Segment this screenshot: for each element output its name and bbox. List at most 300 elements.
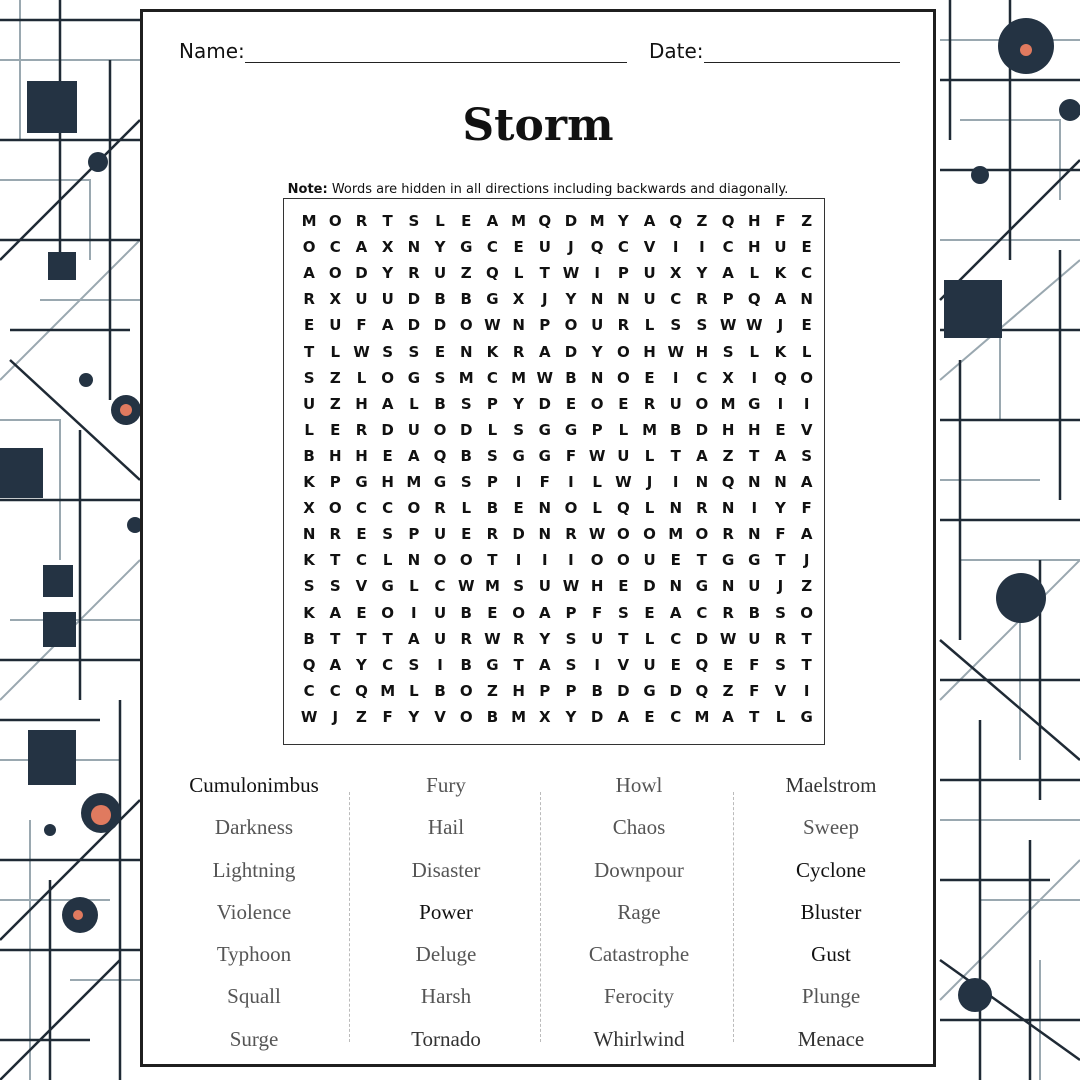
grid-letter[interactable]: Q bbox=[747, 290, 761, 309]
grid-letter[interactable]: P bbox=[539, 316, 551, 335]
grid-letter[interactable]: E bbox=[644, 368, 655, 387]
grid-letter[interactable]: G bbox=[800, 707, 813, 726]
grid-letter[interactable]: N bbox=[407, 551, 421, 570]
grid-letter[interactable]: S bbox=[460, 473, 472, 491]
grid-letter[interactable]: E bbox=[513, 499, 524, 518]
grid-letter[interactable]: D bbox=[617, 681, 630, 700]
grid-letter[interactable]: N bbox=[669, 577, 682, 596]
grid-letter[interactable]: K bbox=[303, 551, 315, 570]
grid-letter[interactable]: E bbox=[434, 342, 446, 361]
grid-letter[interactable]: M bbox=[511, 707, 527, 726]
grid-letter[interactable]: R bbox=[460, 629, 472, 648]
grid-letter[interactable]: R bbox=[355, 212, 368, 230]
grid-letter[interactable]: U bbox=[643, 551, 656, 570]
grid-letter[interactable]: C bbox=[355, 499, 367, 518]
grid-letter[interactable]: B bbox=[460, 446, 472, 465]
grid-letter[interactable]: D bbox=[643, 577, 656, 596]
grid-letter[interactable]: W bbox=[300, 707, 318, 726]
grid-letter[interactable]: O bbox=[564, 499, 578, 518]
grid-letter[interactable]: C bbox=[670, 707, 682, 726]
grid-letter[interactable]: U bbox=[433, 264, 447, 283]
grid-letter[interactable]: S bbox=[382, 342, 394, 361]
grid-letter[interactable]: C bbox=[382, 655, 394, 674]
grid-letter[interactable]: I bbox=[803, 681, 810, 700]
grid-letter[interactable]: R bbox=[696, 499, 708, 518]
grid-letter[interactable]: X bbox=[303, 499, 315, 518]
grid-letter[interactable]: X bbox=[329, 290, 342, 309]
grid-letter[interactable]: A bbox=[722, 264, 734, 283]
grid-letter[interactable]: Q bbox=[590, 238, 604, 257]
grid-letter[interactable]: A bbox=[774, 290, 787, 309]
grid-letter[interactable]: W bbox=[746, 316, 763, 335]
grid-letter[interactable]: S bbox=[670, 316, 682, 335]
grid-letter[interactable]: P bbox=[486, 394, 498, 413]
grid-letter[interactable]: C bbox=[329, 681, 341, 700]
grid-letter[interactable]: I bbox=[437, 655, 443, 674]
grid-letter[interactable]: S bbox=[408, 655, 420, 674]
grid-letter[interactable]: G bbox=[460, 238, 473, 257]
grid-letter[interactable]: U bbox=[643, 290, 656, 309]
grid-letter[interactable]: H bbox=[355, 446, 368, 465]
grid-letter[interactable]: P bbox=[722, 290, 734, 309]
grid-letter[interactable]: C bbox=[434, 577, 446, 596]
grid-letter[interactable]: G bbox=[381, 577, 394, 596]
grid-letter[interactable]: H bbox=[355, 394, 368, 413]
grid-letter[interactable]: Z bbox=[486, 681, 498, 700]
grid-letter[interactable]: O bbox=[328, 499, 342, 518]
grid-letter[interactable]: L bbox=[409, 681, 419, 700]
grid-letter[interactable]: N bbox=[800, 290, 813, 309]
grid-letter[interactable]: B bbox=[460, 655, 472, 674]
grid-letter[interactable]: O bbox=[616, 551, 630, 570]
grid-letter[interactable]: I bbox=[777, 394, 784, 413]
grid-letter[interactable]: S bbox=[696, 316, 708, 335]
grid-letter[interactable]: N bbox=[590, 368, 604, 387]
grid-letter[interactable]: C bbox=[722, 238, 734, 257]
grid-letter[interactable]: K bbox=[303, 603, 315, 622]
grid-letter[interactable]: N bbox=[590, 290, 604, 309]
grid-letter[interactable]: G bbox=[433, 473, 447, 491]
grid-letter[interactable]: Y bbox=[775, 499, 786, 518]
grid-letter[interactable]: O bbox=[328, 212, 342, 230]
grid-letter[interactable]: G bbox=[355, 473, 368, 491]
grid-letter[interactable]: T bbox=[382, 212, 393, 230]
grid-letter[interactable]: H bbox=[748, 420, 761, 439]
grid-letter[interactable]: E bbox=[356, 603, 367, 622]
grid-letter[interactable]: B bbox=[303, 629, 315, 648]
grid-letter[interactable]: A bbox=[800, 525, 813, 544]
grid-letter[interactable]: O bbox=[695, 394, 709, 413]
grid-letter[interactable]: I bbox=[568, 473, 574, 491]
grid-letter[interactable]: A bbox=[800, 473, 813, 491]
grid-letter[interactable]: L bbox=[487, 420, 498, 439]
grid-letter[interactable]: G bbox=[538, 420, 551, 439]
grid-letter[interactable]: S bbox=[408, 212, 420, 230]
grid-letter[interactable]: E bbox=[618, 394, 629, 413]
grid-letter[interactable]: T bbox=[382, 629, 393, 648]
grid-letter[interactable]: X bbox=[512, 290, 525, 309]
grid-letter[interactable]: S bbox=[565, 629, 577, 648]
grid-letter[interactable]: R bbox=[696, 290, 708, 309]
grid-letter[interactable]: Y bbox=[565, 707, 577, 726]
grid-letter[interactable]: M bbox=[668, 525, 684, 544]
grid-letter[interactable]: Y bbox=[565, 290, 577, 309]
grid-letter[interactable]: R bbox=[408, 264, 420, 283]
grid-letter[interactable]: M bbox=[589, 212, 605, 230]
grid-letter[interactable]: U bbox=[774, 238, 787, 257]
grid-letter[interactable]: U bbox=[433, 603, 447, 622]
grid-letter[interactable]: Q bbox=[695, 681, 709, 700]
grid-letter[interactable]: T bbox=[696, 551, 708, 570]
grid-letter[interactable]: L bbox=[382, 551, 393, 570]
grid-letter[interactable]: A bbox=[486, 212, 499, 230]
grid-letter[interactable]: K bbox=[303, 473, 315, 491]
grid-letter[interactable]: H bbox=[721, 420, 735, 439]
grid-letter[interactable]: O bbox=[800, 368, 814, 387]
grid-letter[interactable]: A bbox=[329, 603, 342, 622]
grid-letter[interactable]: N bbox=[721, 499, 735, 518]
grid-letter[interactable]: L bbox=[435, 212, 445, 230]
grid-letter[interactable]: Y bbox=[382, 264, 394, 283]
grid-letter[interactable]: R bbox=[643, 394, 656, 413]
grid-letter[interactable]: L bbox=[461, 499, 471, 518]
grid-letter[interactable]: Y bbox=[591, 342, 603, 361]
grid-letter[interactable]: S bbox=[722, 342, 734, 361]
grid-letter[interactable]: U bbox=[643, 655, 656, 674]
grid-letter[interactable]: Y bbox=[513, 394, 525, 413]
grid-letter[interactable]: B bbox=[434, 394, 446, 413]
grid-letter[interactable]: E bbox=[513, 238, 524, 257]
grid-letter[interactable]: S bbox=[801, 446, 813, 465]
grid-letter[interactable]: P bbox=[591, 420, 603, 439]
grid-letter[interactable]: B bbox=[434, 681, 446, 700]
grid-letter[interactable]: Q bbox=[669, 212, 683, 230]
grid-letter[interactable]: H bbox=[381, 473, 394, 491]
grid-letter[interactable]: D bbox=[459, 420, 473, 439]
grid-letter[interactable]: L bbox=[644, 446, 655, 465]
grid-letter[interactable]: Q bbox=[721, 473, 735, 491]
grid-letter[interactable]: A bbox=[355, 238, 368, 257]
grid-letter[interactable]: B bbox=[486, 707, 499, 726]
grid-letter[interactable]: D bbox=[381, 420, 394, 439]
grid-letter[interactable]: F bbox=[592, 603, 603, 622]
grid-letter[interactable]: V bbox=[355, 577, 368, 596]
grid-letter[interactable]: M bbox=[380, 681, 396, 700]
grid-letter[interactable]: L bbox=[644, 499, 655, 518]
grid-letter[interactable]: S bbox=[460, 394, 472, 413]
grid-letter[interactable]: P bbox=[565, 603, 577, 622]
grid-letter[interactable]: H bbox=[590, 577, 604, 596]
grid-letter[interactable]: K bbox=[486, 342, 499, 361]
grid-letter[interactable]: C bbox=[696, 368, 708, 387]
grid-letter[interactable]: C bbox=[486, 368, 498, 387]
grid-letter[interactable]: W bbox=[719, 316, 737, 335]
grid-letter[interactable]: Q bbox=[433, 446, 447, 465]
grid-letter[interactable]: P bbox=[539, 681, 551, 700]
grid-letter[interactable]: Z bbox=[722, 681, 734, 700]
grid-letter[interactable]: S bbox=[775, 603, 786, 622]
grid-letter[interactable]: Y bbox=[539, 629, 551, 648]
grid-letter[interactable]: V bbox=[643, 238, 656, 257]
grid-letter[interactable]: H bbox=[748, 212, 761, 230]
grid-letter[interactable]: U bbox=[329, 316, 342, 335]
grid-letter[interactable]: X bbox=[381, 238, 394, 257]
grid-letter[interactable]: T bbox=[670, 446, 681, 465]
grid-letter[interactable]: D bbox=[590, 707, 604, 726]
grid-letter[interactable]: O bbox=[459, 707, 473, 726]
name-blank[interactable] bbox=[245, 42, 627, 63]
grid-letter[interactable]: F bbox=[382, 707, 393, 726]
grid-letter[interactable]: N bbox=[721, 577, 735, 596]
grid-letter[interactable]: C bbox=[355, 551, 367, 570]
grid-letter[interactable]: O bbox=[590, 394, 604, 413]
grid-letter[interactable]: E bbox=[775, 420, 786, 439]
grid-letter[interactable]: U bbox=[643, 264, 656, 283]
grid-letter[interactable]: O bbox=[459, 681, 473, 700]
grid-letter[interactable]: V bbox=[434, 707, 446, 726]
grid-letter[interactable]: R bbox=[434, 499, 446, 518]
grid-letter[interactable]: W bbox=[719, 629, 737, 648]
grid-letter[interactable]: M bbox=[511, 212, 527, 230]
grid-letter[interactable]: E bbox=[461, 212, 472, 230]
grid-letter[interactable]: A bbox=[538, 342, 551, 361]
grid-letter[interactable]: R bbox=[303, 290, 315, 309]
grid-letter[interactable]: D bbox=[538, 394, 551, 413]
grid-letter[interactable]: E bbox=[722, 655, 734, 674]
grid-letter[interactable]: I bbox=[751, 368, 758, 387]
grid-letter[interactable]: M bbox=[511, 368, 527, 387]
grid-letter[interactable]: N bbox=[748, 473, 761, 491]
grid-letter[interactable]: W bbox=[667, 342, 684, 361]
grid-letter[interactable]: R bbox=[774, 629, 787, 648]
grid-letter[interactable]: K bbox=[774, 264, 787, 283]
grid-letter[interactable]: I bbox=[672, 368, 679, 387]
grid-letter[interactable]: Z bbox=[329, 394, 341, 413]
grid-letter[interactable]: N bbox=[774, 473, 787, 491]
grid-letter[interactable]: I bbox=[515, 551, 522, 570]
grid-letter[interactable]: W bbox=[588, 525, 606, 544]
grid-letter[interactable]: D bbox=[564, 342, 578, 361]
grid-letter[interactable]: I bbox=[594, 655, 600, 674]
grid-letter[interactable]: V bbox=[800, 420, 813, 439]
grid-letter[interactable]: A bbox=[381, 316, 394, 335]
grid-letter[interactable]: E bbox=[618, 577, 629, 596]
grid-letter[interactable]: G bbox=[407, 368, 420, 387]
grid-letter[interactable]: G bbox=[486, 290, 499, 309]
grid-letter[interactable]: T bbox=[801, 629, 812, 648]
grid-letter[interactable]: F bbox=[801, 499, 812, 518]
grid-letter[interactable]: G bbox=[538, 446, 551, 465]
grid-letter[interactable]: J bbox=[803, 551, 810, 570]
grid-letter[interactable]: M bbox=[458, 368, 474, 387]
grid-letter[interactable]: L bbox=[592, 499, 602, 518]
grid-letter[interactable]: Q bbox=[774, 368, 787, 387]
grid-letter[interactable]: L bbox=[513, 264, 524, 283]
grid-letter[interactable]: T bbox=[749, 707, 760, 726]
grid-letter[interactable]: N bbox=[538, 499, 552, 518]
grid-letter[interactable]: A bbox=[538, 603, 551, 622]
grid-letter[interactable]: B bbox=[460, 603, 472, 622]
grid-letter[interactable]: R bbox=[329, 525, 342, 544]
grid-letter[interactable]: Q bbox=[355, 681, 368, 700]
grid-letter[interactable]: X bbox=[722, 368, 734, 387]
grid-letter[interactable]: W bbox=[562, 577, 580, 596]
grid-letter[interactable]: W bbox=[562, 264, 580, 283]
grid-letter[interactable]: Y bbox=[356, 655, 367, 674]
grid-letter[interactable]: H bbox=[329, 446, 342, 465]
grid-letter[interactable]: U bbox=[407, 420, 420, 439]
grid-letter[interactable]: E bbox=[330, 420, 341, 439]
grid-letter[interactable]: O bbox=[512, 603, 525, 622]
grid-letter[interactable]: J bbox=[332, 707, 339, 726]
grid-letter[interactable]: U bbox=[433, 629, 447, 648]
grid-letter[interactable]: C bbox=[801, 264, 813, 283]
grid-letter[interactable]: Z bbox=[722, 446, 734, 465]
grid-letter[interactable]: Z bbox=[696, 212, 708, 230]
grid-letter[interactable]: U bbox=[355, 290, 368, 309]
grid-letter[interactable]: L bbox=[618, 420, 629, 439]
grid-letter[interactable]: G bbox=[643, 681, 656, 700]
grid-letter[interactable]: Z bbox=[329, 368, 341, 387]
grid-letter[interactable]: S bbox=[434, 368, 446, 387]
grid-letter[interactable]: W bbox=[536, 368, 554, 387]
grid-letter[interactable]: N bbox=[459, 342, 473, 361]
grid-letter[interactable]: I bbox=[541, 551, 548, 570]
grid-letter[interactable]: R bbox=[722, 603, 734, 622]
grid-letter[interactable]: E bbox=[303, 316, 315, 335]
grid-letter[interactable]: B bbox=[486, 499, 499, 518]
grid-letter[interactable]: R bbox=[512, 629, 525, 648]
grid-letter[interactable]: N bbox=[617, 290, 630, 309]
grid-letter[interactable]: E bbox=[644, 707, 655, 726]
grid-letter[interactable]: T bbox=[775, 551, 786, 570]
grid-letter[interactable]: I bbox=[411, 603, 417, 622]
grid-letter[interactable]: E bbox=[670, 551, 681, 570]
grid-letter[interactable]: W bbox=[615, 473, 632, 491]
grid-letter[interactable]: A bbox=[774, 446, 787, 465]
grid-letter[interactable]: T bbox=[749, 446, 760, 465]
grid-letter[interactable]: B bbox=[591, 681, 603, 700]
grid-letter[interactable]: O bbox=[381, 603, 395, 622]
grid-letter[interactable]: J bbox=[777, 577, 784, 596]
grid-letter[interactable]: C bbox=[670, 290, 682, 309]
grid-letter[interactable]: U bbox=[538, 238, 551, 257]
grid-letter[interactable]: D bbox=[512, 525, 525, 544]
grid-letter[interactable]: D bbox=[695, 420, 709, 439]
grid-letter[interactable]: C bbox=[617, 238, 629, 257]
grid-letter[interactable]: T bbox=[513, 655, 524, 674]
grid-letter[interactable]: H bbox=[748, 238, 761, 257]
grid-letter[interactable]: I bbox=[515, 473, 522, 491]
grid-letter[interactable]: T bbox=[487, 551, 498, 570]
grid-letter[interactable]: C bbox=[329, 238, 341, 257]
grid-letter[interactable]: A bbox=[722, 707, 734, 726]
grid-letter[interactable]: S bbox=[329, 577, 341, 596]
grid-letter[interactable]: S bbox=[775, 655, 786, 674]
grid-letter[interactable]: E bbox=[565, 394, 577, 413]
grid-letter[interactable]: G bbox=[748, 551, 761, 570]
grid-letter[interactable]: G bbox=[486, 655, 499, 674]
grid-letter[interactable]: I bbox=[751, 499, 758, 518]
grid-letter[interactable]: U bbox=[433, 525, 447, 544]
grid-letter[interactable]: C bbox=[382, 499, 394, 518]
grid-letter[interactable]: X bbox=[538, 707, 551, 726]
grid-letter[interactable]: J bbox=[646, 473, 653, 491]
grid-letter[interactable]: O bbox=[616, 525, 630, 544]
grid-letter[interactable]: B bbox=[303, 446, 315, 465]
grid-letter[interactable]: R bbox=[512, 342, 525, 361]
grid-letter[interactable]: F bbox=[749, 655, 760, 674]
name-field[interactable] bbox=[179, 39, 627, 63]
grid-letter[interactable]: O bbox=[564, 316, 578, 335]
grid-letter[interactable]: B bbox=[565, 368, 577, 387]
grid-letter[interactable]: A bbox=[303, 264, 315, 283]
grid-letter[interactable]: O bbox=[328, 264, 342, 283]
grid-letter[interactable]: A bbox=[408, 446, 420, 465]
grid-letter[interactable]: O bbox=[459, 316, 473, 335]
grid-letter[interactable]: F bbox=[749, 681, 760, 700]
grid-letter[interactable]: I bbox=[672, 238, 679, 257]
grid-letter[interactable]: M bbox=[406, 473, 422, 491]
grid-letter[interactable]: M bbox=[301, 212, 317, 230]
grid-letter[interactable]: V bbox=[617, 655, 630, 674]
grid-letter[interactable]: B bbox=[748, 603, 760, 622]
grid-letter[interactable]: S bbox=[303, 577, 315, 596]
grid-letter[interactable]: W bbox=[484, 629, 501, 648]
grid-letter[interactable]: D bbox=[669, 681, 682, 700]
grid-letter[interactable]: G bbox=[748, 394, 761, 413]
grid-letter[interactable]: E bbox=[644, 603, 655, 622]
grid-letter[interactable]: O bbox=[590, 551, 604, 570]
grid-letter[interactable]: Y bbox=[434, 238, 446, 257]
grid-letter[interactable]: D bbox=[564, 212, 578, 230]
grid-letter[interactable]: G bbox=[564, 420, 578, 439]
grid-letter[interactable]: A bbox=[538, 655, 551, 674]
grid-letter[interactable]: Z bbox=[356, 707, 367, 726]
grid-letter[interactable]: Q bbox=[721, 212, 735, 230]
grid-letter[interactable]: O bbox=[433, 420, 447, 439]
grid-letter[interactable]: Q bbox=[302, 655, 316, 674]
grid-letter[interactable]: H bbox=[512, 681, 525, 700]
grid-letter[interactable]: E bbox=[801, 238, 812, 257]
grid-letter[interactable]: N bbox=[512, 316, 525, 335]
grid-letter[interactable]: A bbox=[381, 394, 394, 413]
grid-letter[interactable]: L bbox=[749, 342, 760, 361]
grid-letter[interactable]: O bbox=[459, 551, 473, 570]
grid-letter[interactable]: N bbox=[669, 499, 682, 518]
grid-letter[interactable]: R bbox=[486, 525, 499, 544]
grid-letter[interactable]: L bbox=[356, 368, 367, 387]
grid-letter[interactable]: E bbox=[356, 525, 367, 544]
grid-letter[interactable]: J bbox=[777, 316, 784, 335]
grid-letter[interactable]: J bbox=[541, 290, 548, 309]
grid-letter[interactable]: S bbox=[303, 368, 315, 387]
grid-letter[interactable]: F bbox=[775, 212, 786, 230]
grid-letter[interactable]: U bbox=[748, 577, 761, 596]
grid-letter[interactable]: K bbox=[774, 342, 787, 361]
grid-letter[interactable]: N bbox=[538, 525, 552, 544]
grid-letter[interactable]: A bbox=[408, 629, 420, 648]
grid-letter[interactable]: O bbox=[616, 368, 630, 387]
grid-letter[interactable]: L bbox=[775, 707, 786, 726]
grid-letter[interactable]: O bbox=[407, 499, 421, 518]
grid-letter[interactable]: L bbox=[409, 577, 419, 596]
grid-letter[interactable]: T bbox=[303, 342, 315, 361]
grid-letter[interactable]: L bbox=[592, 473, 602, 491]
grid-letter[interactable]: Q bbox=[695, 655, 709, 674]
grid-letter[interactable]: S bbox=[513, 577, 524, 596]
grid-letter[interactable]: Y bbox=[617, 212, 629, 230]
